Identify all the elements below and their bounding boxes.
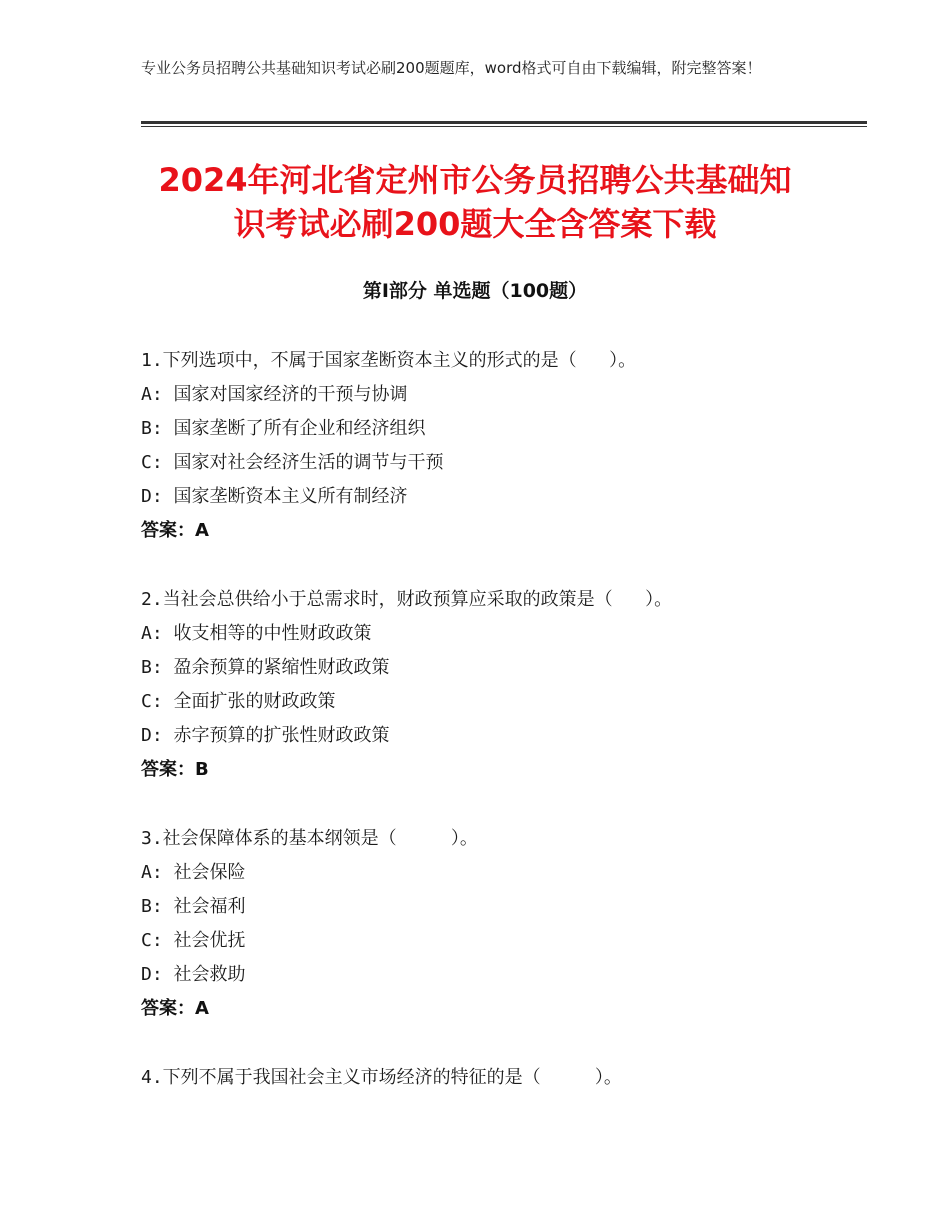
document-title-line-1: 2024年河北省定州市公务员招聘公共基础知 xyxy=(158,161,792,199)
option-b: B: 社会福利 xyxy=(141,896,246,917)
option-d: D: 社会救助 xyxy=(141,964,246,985)
answer: 答案：A xyxy=(141,998,209,1019)
option-d: D: 赤字预算的扩张性财政政策 xyxy=(141,725,390,746)
question-stem: 3.社会保障体系的基本纲领是（ ）。 xyxy=(141,828,478,849)
option-b: B: 盈余预算的紧缩性财政政策 xyxy=(141,657,390,678)
question-4 xyxy=(141,1061,861,1095)
option-a: A: 社会保险 xyxy=(141,862,246,883)
header-divider-thick xyxy=(141,121,867,124)
option-a: A: 国家对国家经济的干预与协调 xyxy=(141,384,408,405)
option-c: C: 国家对社会经济生活的调节与干预 xyxy=(141,452,444,473)
option-d: D: 国家垄断资本主义所有制经济 xyxy=(141,486,408,507)
option-b: B: 国家垄断了所有企业和经济组织 xyxy=(141,418,426,439)
question-1 xyxy=(141,344,861,548)
question-stem: 4.下列不属于我国社会主义市场经济的特征的是（ ）。 xyxy=(141,1067,622,1088)
question-3 xyxy=(141,822,861,1026)
question-stem: 1.下列选项中，不属于国家垄断资本主义的形式的是（ ）。 xyxy=(141,350,637,371)
question-list xyxy=(141,344,861,1130)
option-c: C: 社会优抚 xyxy=(141,930,246,951)
option-c: C: 全面扩张的财政政策 xyxy=(141,691,336,712)
document-title xyxy=(100,158,850,246)
answer: 答案：A xyxy=(141,520,209,541)
section-title: 第I部分 单选题（100题） xyxy=(362,280,588,302)
document-title-line-2: 识考试必刷200题大全含答案下载 xyxy=(233,205,717,243)
question-2 xyxy=(141,583,861,787)
header-divider-thin xyxy=(141,126,867,127)
answer: 答案：B xyxy=(141,759,209,780)
question-stem: 2.当社会总供给小于总需求时，财政预算应采取的政策是（ ）。 xyxy=(141,589,673,610)
option-a: A: 收支相等的中性财政政策 xyxy=(141,623,372,644)
header-note: 专业公务员招聘公共基础知识考试必刷200题题库，word格式可自由下载编辑，附完整答案！ xyxy=(141,59,762,77)
